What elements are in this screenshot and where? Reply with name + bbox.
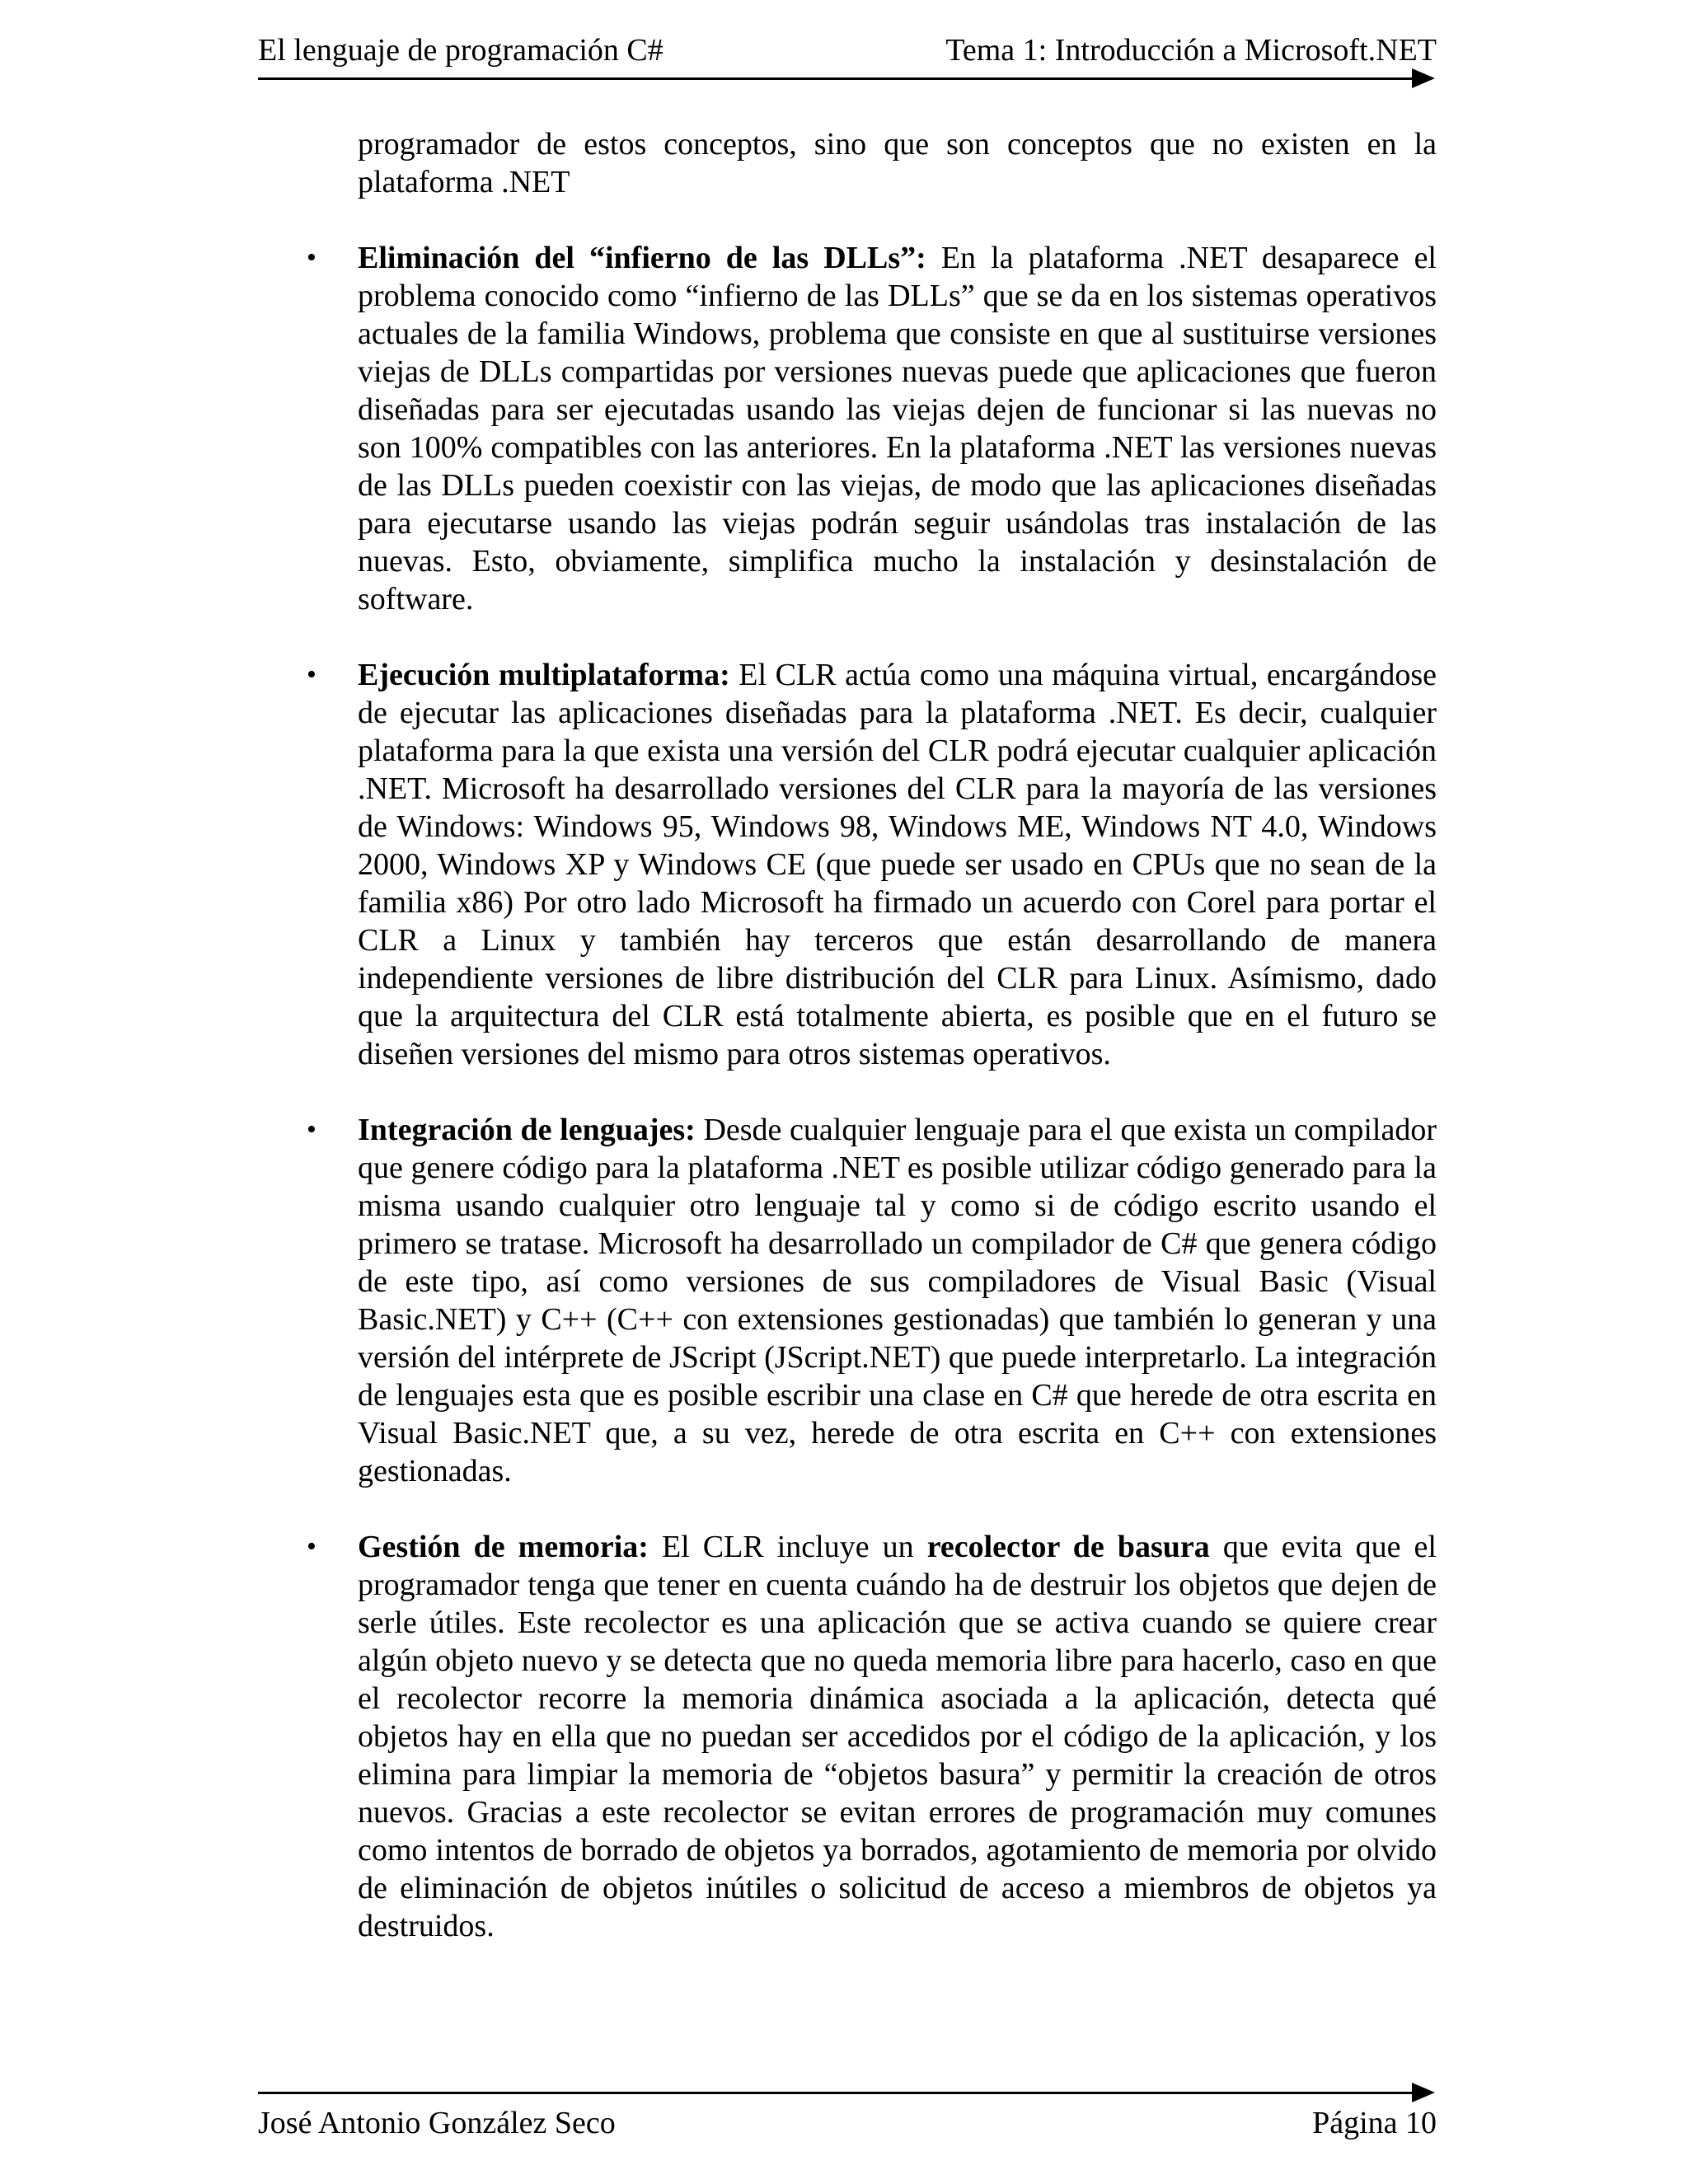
list-item-inline-term: recolector de basura bbox=[926, 1530, 1210, 1564]
list-item-term: Eliminación del “infierno de las DLLs”: bbox=[358, 241, 926, 275]
bullet-icon: • bbox=[307, 1114, 316, 1145]
list-item-dll-hell bbox=[307, 239, 1437, 618]
header-arrow-icon bbox=[1412, 68, 1435, 88]
list-item-memory-management bbox=[307, 1528, 1437, 1945]
bullet-icon: • bbox=[307, 1531, 316, 1562]
list-item-text: Desde cualquier lenguaje para el que exista un compilador que genere código para la plataforma .NET es posible utilizar código generado para la misma usando cualquier otro lenguaje tal y como si de código escrito usando el primero se tratase. Microsoft ha desarrollado un compilador de C# que genera código de este tipo, así como versiones de sus compiladores de Visual Basic (Visual Basic.NET) y C++ (C++ con extensiones gestionadas) que también lo generan y una versión del intérprete de JScript (JScript.NET) que puede interpretarlo. La integración de lenguajes esta que es posible escribir una clase en C# que herede de otra escrita en Visual Basic.NET que, a su vez, herede de otra escrita en C++ con extensiones gestionadas. bbox=[358, 1113, 1437, 1488]
header-book-title: El lenguaje de programación C# bbox=[258, 33, 663, 68]
list-item-multiplatform bbox=[307, 656, 1437, 1073]
list-item-term: Ejecución multiplataforma: bbox=[358, 658, 730, 692]
feature-list bbox=[307, 239, 1437, 1945]
list-item-text: que evita que el programador tenga que tener en cuenta cuándo ha de destruir los objetos que dejen de serle útiles. Este recolector es una aplicación que se activa cuando se quiere crear algún objeto nuevo y se detecta que no queda memoria libre para hacerlo, caso en que el recolector recorre la memoria dinámica asociada a la aplicación, detecta qué objetos hay en ella que no puedan ser accedidos por el código de la aplicación, y los elimina para limpiar la memoria de “objetos basura” y permitir la creación de otros nuevos. Gracias a este recolector se evitan errores de programación muy comunes como intentos de borrado de objetos ya borrados, agotamiento de memoria por olvido de eliminación de objetos inútiles o solicitud de acceso a miembros de objetos ya destruidos. bbox=[358, 1530, 1437, 1943]
list-item-term: Gestión de memoria: bbox=[358, 1530, 649, 1564]
list-item-language-integration bbox=[307, 1111, 1437, 1490]
footer-rule bbox=[258, 2092, 1414, 2094]
list-item-text: En la plataforma .NET desaparece el problema conocido como “infierno de las DLLs” que se da en los sistemas operativos actuales de la familia Windows, problema que consiste en que al sustituirse versiones viejas de DLLs compartidas por versiones nuevas puede que aplicaciones que fueron diseñadas para ser ejecutadas usando las viejas dejen de funcionar si las nuevas no son 100% compatibles con las anteriores. En la plataforma .NET las versiones nuevas de las DLLs pueden coexistir con las viejas, de modo que las aplicaciones diseñadas para ejecutarse usando las viejas podrán seguir usándolas tras instalación de las nuevas. Esto, obviamente, simplifica mucho la instalación y desinstalación de software. bbox=[358, 241, 1437, 616]
header-rule bbox=[258, 77, 1414, 80]
page-body bbox=[307, 125, 1437, 1945]
header-chapter-title: Tema 1: Introducción a Microsoft.NET bbox=[945, 33, 1437, 68]
footer-author: José Antonio González Seco bbox=[258, 2106, 616, 2140]
page-header bbox=[258, 30, 1437, 71]
list-item-text-intro: El CLR incluye un bbox=[648, 1530, 927, 1564]
footer-arrow-icon bbox=[1412, 2083, 1435, 2102]
footer-page-number: Página 10 bbox=[1312, 2106, 1437, 2140]
continued-paragraph: programador de estos conceptos, sino que son conceptos que no existen en la plataforma .NET bbox=[358, 127, 1437, 199]
list-item-text: El CLR actúa como una máquina virtual, encargándose de ejecutar las aplicaciones diseñadas para la plataforma .NET. Es decir, cualquier plataforma para la que exista una versión del CLR podrá ejecutar cualquier aplicación .NET. Microsoft ha desarrollado versiones del CLR para la mayoría de las versiones de Windows: Windows 95, Windows 98, Windows ME, Windows NT 4.0, Windows 2000, Windows XP y Windows CE (que puede ser usado en CPUs que no sean de la familia x86) Por otro lado Microsoft ha firmado un acuerdo con Corel para portar el CLR a Linux y también hay terceros que están desarrollando de manera independiente versiones de libre distribución del CLR para Linux. Asímismo, dado que la arquitectura del CLR está totalmente abierta, es posible que en el futuro se diseñen versiones del mismo para otros sistemas operativos. bbox=[358, 658, 1437, 1071]
list-item-term: Integración de lenguajes: bbox=[358, 1113, 696, 1147]
bullet-icon: • bbox=[307, 659, 316, 690]
page-footer bbox=[258, 2102, 1437, 2144]
bullet-icon: • bbox=[307, 242, 316, 273]
